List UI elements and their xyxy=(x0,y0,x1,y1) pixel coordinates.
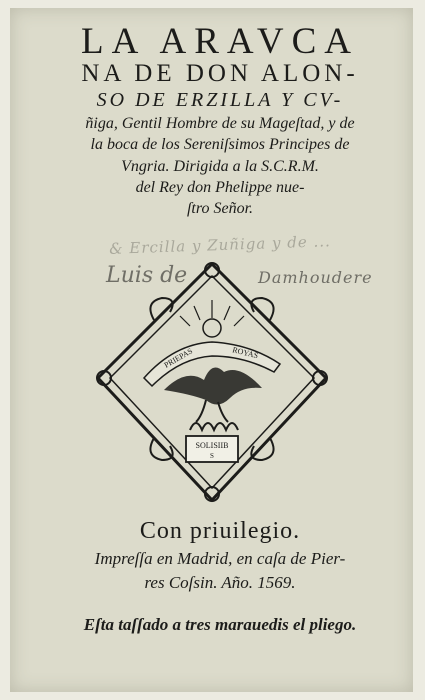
privilege-line: Con priuilegio. xyxy=(139,518,301,544)
imprint-line-1: Impreſſa en Madrid, en caſa de Pier- xyxy=(94,549,346,568)
book-title: LA ARAVCA xyxy=(81,21,359,62)
title-line-3: SO DE ERZILLA Y CV- xyxy=(96,89,344,111)
title-line-4: ñiga, Gentil Hombre de su Mageſtad, y de xyxy=(85,115,355,132)
flames xyxy=(190,423,238,430)
plaque-subtext: S xyxy=(210,452,214,460)
handwritten-signature-left: Luis de xyxy=(106,263,188,288)
plaque-text: SOLISIIB xyxy=(195,441,229,450)
handwritten-signature-right: Damhoudere xyxy=(258,268,373,287)
price-line: Eſta taſſado a tres marauedis el pliego. xyxy=(83,615,357,634)
banner-text: PRIEPAS xyxy=(162,346,195,370)
imprint-line-2: res Coſsin. Año. 1569. xyxy=(144,573,296,592)
title-line-5: la boca de los Sereniſsimos Principes de xyxy=(90,136,350,153)
title-line-8: ſtro Señor. xyxy=(186,200,254,217)
title-line-7: del Rey don Phelippe nue- xyxy=(135,179,305,196)
faded-inscription: & Ercilla y Zuñiga y de ... xyxy=(108,232,332,258)
banner-text-right: ROYAS xyxy=(231,345,260,361)
scroll-upper-right xyxy=(251,298,273,320)
phoenix-bird xyxy=(164,368,262,405)
title-line-2: NA DE DON ALON- xyxy=(81,60,359,87)
printer-device-emblem xyxy=(94,260,330,504)
scroll-upper-left xyxy=(150,298,172,320)
title-line-6: Vngria. Dirigida a la S.C.R.M. xyxy=(121,158,319,175)
sun-disc xyxy=(203,319,221,337)
book-title-page xyxy=(10,8,413,692)
